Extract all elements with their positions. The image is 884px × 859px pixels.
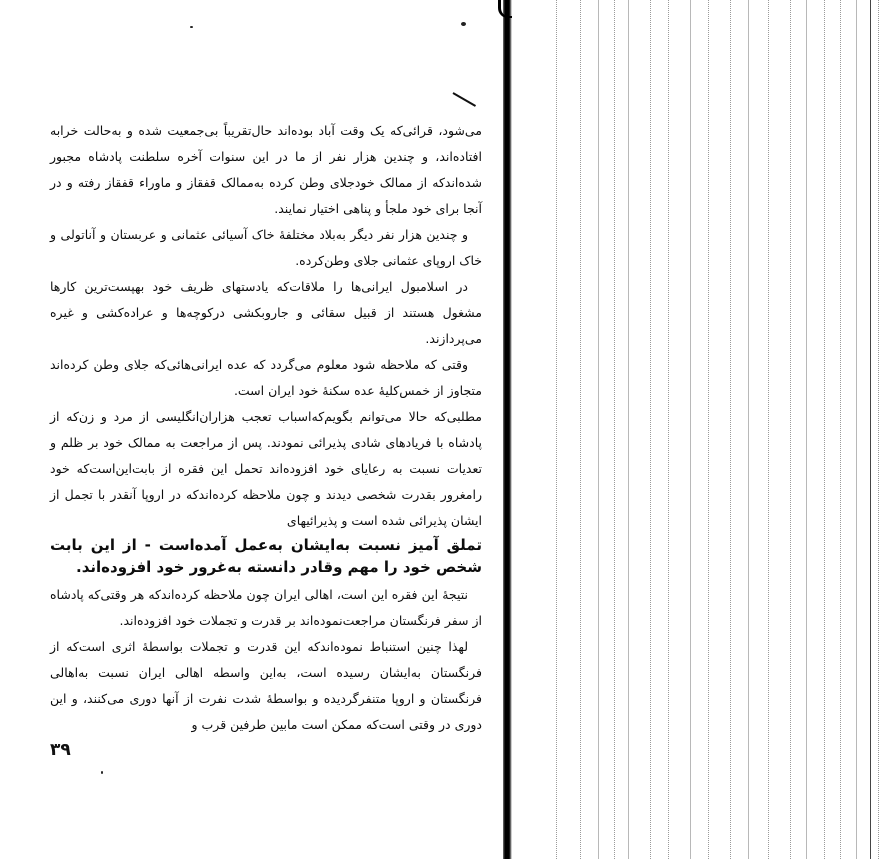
- ink-speck: [190, 26, 193, 28]
- paragraph-4: وقتی که ملاحظه شود معلوم می‌گردد که عده ایرانی‌هائی‌که جلای وطن کرده‌اند متجاوز از خمس‌کلیهٔ عده سکنهٔ خود ایران است.: [50, 357, 482, 398]
- paragraph-1: می‌شود، قرائی‌که یک وقت آباد بوده‌اند حال‌تقریباً بی‌جمعیت شده و به‌حالت خرابه افتاده‌اند، و چندین هزار نفر از ما در این سنوات آخره سلطنت پادشاه مجبور شده‌اندکه از ممالک خودجلای وطن کرده به‌ممالک قفقاز و ماوراء قفقاز رفته و در آنجا برای خود ملجأ و پناهی اختیار نمایند.: [50, 123, 482, 216]
- paragraph-3: در اسلامبول ایرانی‌ها را ملاقات‌که یادستهای ظریف خود بهپست‌ترین کارها مشغول هستند از قبیل سقائی و جاروبکشی درکوچه‌ها و عراده‌کشی و غیره می‌پردازند.: [50, 279, 482, 346]
- paragraph-6: نتیجهٔ این فقره این است، اهالی ایران چون ملاحظه کرده‌اندکه هر وقتی‌که پادشاه از سفر فرنگستان مراجعت‌نموده‌اند بر قدرت و تجملات خود افزوده‌اند.: [50, 587, 482, 628]
- bold-emphasis-lines: تملق آمیز نسبت به‌ایشان به‌عمل آمده‌است - از این بابت شخص خود را مهم وقادر دانسته به‌غرور خود افزوده‌اند.: [50, 536, 482, 576]
- page-body-text: [50, 118, 482, 738]
- paragraph-2: و چندین هزار نفر دیگر به‌بلاد مختلفهٔ خاک آسیائی عثمانی و عربستان و آناتولی و خاک اروپای عثمانی جلای وطن‌کرده.: [50, 227, 482, 268]
- ink-speck: [101, 771, 103, 774]
- scanner-artifact-stripes: [540, 0, 884, 859]
- paragraph-5: مطلبی‌که حالا می‌توانم بگویم‌که‌اسباب تعجب هزاران‌انگلیسی از مرد و زن‌که از پادشاه با فریادهای شادی پذیرائی نمودند. پس از مراجعت به ممالک خود بر ظلم و تعدیات نسبت به رعایای خود افزوده‌اند تحمل این فقره از بابت‌این‌است‌که خود رامغرور بقدرت شخصی دیدند و چون ملاحظه کرده‌اندکه در اروپا آنقدر با تجمل از ایشان پذیرائی شده است و پذیرائیهای: [50, 409, 482, 528]
- ink-speck: [461, 22, 466, 26]
- page-number: ۳۹: [50, 740, 71, 760]
- binding-curl: [498, 0, 512, 18]
- stray-pen-mark: [453, 92, 477, 107]
- paragraph-7: لهذا چنین استنباط نموده‌اندکه این قدرت و تجملات بواسطهٔ اثری است‌که از فرنگستان به‌ایشان رسیده است، به‌این واسطه اهالی ایران نسبت به‌اهالی فرنگستان و اروپا متنفرگردیده و بواسطهٔ شدت نفرت از آنها دوری می‌کنند، و این دوری در وقتی است‌که ممکن است مابین طرفین قرب و: [50, 639, 482, 732]
- book-binding-edge: [503, 0, 512, 859]
